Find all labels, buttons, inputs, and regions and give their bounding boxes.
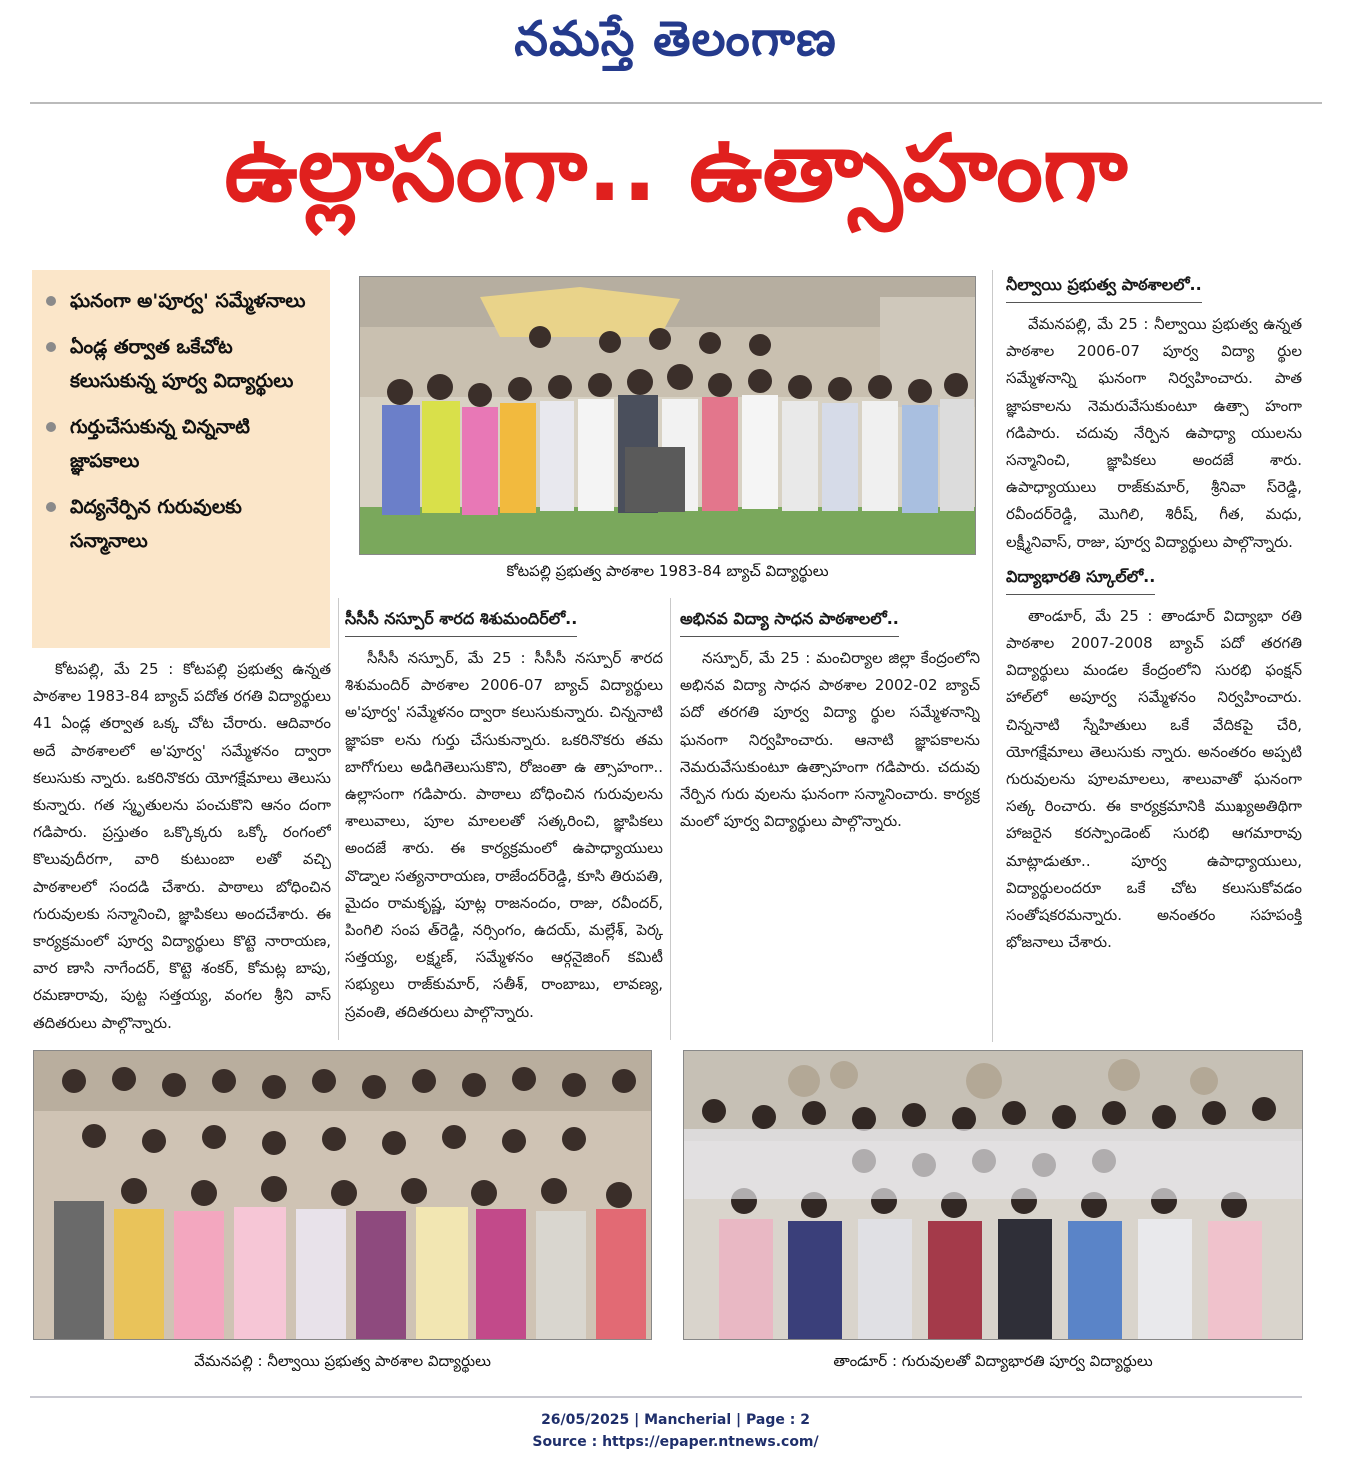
vemanapalli-group-photo: [33, 1050, 652, 1340]
tandur-group-photo: [683, 1050, 1303, 1340]
bullet-icon: [46, 502, 56, 512]
highlight-item: [46, 490, 320, 558]
masthead-rule: [30, 102, 1322, 104]
masthead: [0, 0, 1351, 90]
vidyabharati-subheading: విద్యాభారతి స్కూల్‌లో..: [1006, 562, 1155, 595]
footer-source[interactable]: Source : https://epaper.ntnews.com/: [532, 1434, 819, 1450]
naspur-article-text: సీసీసీ నస్పూర్, మే 25 : సీసీసీ నస్పూర్ శారద శిశుమందిర్ పాఠశాల 2006-07 బ్యాచ్ విద్యార్థులు అ'పూర్వ' సమ్మేళనం ద్వారా కలుసుకున్నారు. చిన్ననాటి జ్ఞాపకా లను గుర్తు చేసుకున్నారు. ఒకరినొకరు తమ బాగోగులు అడిగితెలుసుకొని, రోజంతా ఉ త్సాహంగా.. ఉల్లాసంగా గడిపారు. పాఠాలు బోధించిన గురువులను శాలువాలు, పూల మాలలతో సత్కరించి, జ్ఞాపికలు అందజే శారు. ఈ కార్యక్రమంలో ఉపాధ్యాయులు వొడ్నాల సత్యనారాయణ, రాజేందర్‌రెడ్డి, కూసి తిరుపతి, మైదం రామకృష్ణ, పూట్ల రాజనందం, రాజు, రవీందర్, పింగిలి సంప త్‌రెడ్డి, నర్సింగం, ఉదయ్, మల్లేశ్, పెర్క సత్తయ్య, లక్ష్మణ్, సమ్మేళనం ఆర్గనైజింగ్ కమిటీ సభ్యులు రాజ్‌కుమార్, సతీశ్, రాంబాబు, లావణ్య, స్రవంతి, తదితరులు పాల్గొన్నారు.: [345, 649, 663, 1021]
highlight-item: [46, 410, 320, 478]
neelwai-article-text: వేమనపల్లి, మే 25 : నీల్వాయి ప్రభుత్వ ఉన్నత పాఠశాల 2006-07 పూర్వ విద్యా ర్థుల సమ్మేళనాన్ని ఘనంగా నిర్వహించారు. పాత జ్ఞాపకాలను నెమరువేసుకుంటూ ఉత్సా హంగా గడిపారు. చదువు నేర్పిన ఉపాధ్యా యులను సన్మానించి, జ్ఞాపికలు అందజే శారు. ఉపాధ్యాయులు రాజ్‌కుమార్, శ్రీనివా స్‌రెడ్డి, రవీందర్‌రెడ్డి, మొగిలి, శిరీష్, గీత, మధు, లక్ష్మీనివాస్, రాజు, పూర్వ విద్యార్థులు పాల్గొన్నారు.: [1006, 315, 1302, 551]
highlight-text: విద్యనేర్పిన గురువులకు సన్మానాలు: [70, 496, 242, 552]
bullet-icon: [46, 342, 56, 352]
neelwai-subheading: నీల్వాయి ప్రభుత్వ పాఠశాలలో..: [1006, 270, 1202, 303]
vidyabharati-article-text: తాండూర్, మే 25 : తాండూర్ విద్యాభా రతి పాఠశాల 2007-2008 బ్యాచ్ పదో తరగతి విద్యార్థులు మండల కేంద్రంలోని సురభి ఫంక్షన్ హాల్‌లో అపూర్వ సమ్మేళనం నిర్వహించారు. చిన్ననాటి స్నేహితులు ఒకే వేదికపై చేరి, యోగక్షేమాలు తెలుసుకు న్నారు. అనంతరం అప్పటి గురువులను పూలమాలలు, శాలువాతో ఘనంగా సత్క రించారు. ఈ కార్యక్రమానికి ముఖ్యఅతిథిగా హాజరైన కరస్పాండెంట్ సురభి ఆగమారావు మాట్లాడుతూ.. పూర్వ ఉపాధ్యాయులు, విద్యార్థులందరూ ఒకే చోట కలుసుకోవడం సంతోషకరమన్నారు. అనంతరం సహపంక్తి భోజనాలు చేశారు.: [1006, 606, 1302, 952]
column-divider: [992, 270, 993, 1042]
highlight-item: [46, 330, 320, 398]
bottom-left-photo-caption: వేమనపల్లి : నీల్వాయి ప్రభుత్వ పాఠశాల విద్యార్థులు: [194, 1352, 491, 1370]
top-photo-caption: కోటపల్లి ప్రభుత్వ పాఠశాల 1983-84 బ్యాచ్ విద్యార్థులు: [506, 562, 829, 580]
abhinava-article-text: నస్పూర్, మే 25 : మంచిర్యాల జిల్లా కేంద్రంలోని అభినవ విద్యా సాధన పాఠశాల 2002-02 బ్యాచ్ పదో తరగతి పూర్వ విద్యా ర్థుల సమ్మేళనాన్ని ఘనంగా నిర్వహించారు. ఆనాటి జ్ఞాపకాలను నెమరువేసుకుంటూ ఉత్సాహంగా గడిపారు. చదువు నేర్పిన గురు వులను ఘనంగా సన్మానించారు. కార్యక్ర మంలో పూర్వ విద్యార్థులు పాల్గొన్నారు.: [680, 649, 980, 831]
bullet-icon: [46, 422, 56, 432]
highlight-text: ఘనంగా అ'పూర్వ' సమ్మేళనాలు: [70, 290, 306, 312]
column-divider: [338, 598, 339, 1040]
newspaper-logo: నమస్తే తెలంగాణ: [514, 11, 837, 67]
article-column-3: [680, 598, 980, 1042]
highlight-text: ఏండ్ల తర్వాత ఒకేచోట కలుసుకున్న పూర్వ విద్యార్థులు: [70, 336, 294, 392]
footer-date-edition: 26/05/2025 | Mancherial | Page : 2: [541, 1412, 810, 1428]
article-column-1: [33, 656, 331, 1040]
bottom-right-photo-caption: తాండూర్ : గురువులతో విద్యాభారతి పూర్వ విద్యార్థులు: [833, 1352, 1153, 1370]
highlight-item: [46, 284, 320, 318]
footer-rule: [30, 1396, 1302, 1398]
kotapalli-group-photo: [359, 276, 976, 555]
headline-text: ఉల్లాసంగా.. ఉత్సాహంగా: [224, 115, 1128, 222]
article-column-2: [345, 598, 663, 1042]
abhinava-subheading: అభినవ విద్యా సాధన పాఠశాలలో..: [680, 604, 899, 637]
highlight-text: గుర్తుచేసుకున్న చిన్ననాటి జ్ఞాపకాలు: [70, 416, 250, 472]
headline: [30, 110, 1322, 250]
highlights-box: [32, 270, 330, 648]
kotapalli-article-text: కోటపల్లి, మే 25 : కోటపల్లి ప్రభుత్వ ఉన్నత పాఠశాల 1983-84 బ్యాచ్ పదోత రగతి విద్యార్థులు 41 ఏండ్ల తర్వాత ఒక్క చోట చేరారు. ఆదివారం అదే పాఠశాలలో అ'పూర్వ' సమ్మేళనం ద్వారా కలుసుకు న్నారు. ఒకరినొకరు యోగక్షేమాలు తెలుసు కున్నారు. గత స్మృతులను పంచుకొని ఆనం దంగా గడిపారు. ప్రస్తుతం ఒక్కొక్కరు ఒక్కో రంగంలో కొలువుదీరగా, వారి కుటుంబా లతో వచ్చి పాఠశాలలో సందడి చేశారు. పాఠాలు బోధించిన గురువులకు సన్మానించి, జ్ఞాపికలు అందచేశారు. ఈ కార్యక్రమంలో పూర్వ విద్యార్థులు కొట్టె నారాయణ, వార ణాసి నాగేందర్, కొట్టె శంకర్, కోమట్ల బాపు, రమణారావు, పుట్ట సత్తయ్య, వంగల శ్రీని వాస్ తదితరులు పాల్గొన్నారు.: [33, 660, 331, 1032]
bullet-icon: [46, 296, 56, 306]
column-divider: [670, 598, 671, 1040]
naspur-subheading: సీసీసీ నస్పూర్ శారద శిశుమందిర్‌లో..: [345, 604, 577, 637]
article-column-4: [1006, 270, 1302, 1042]
